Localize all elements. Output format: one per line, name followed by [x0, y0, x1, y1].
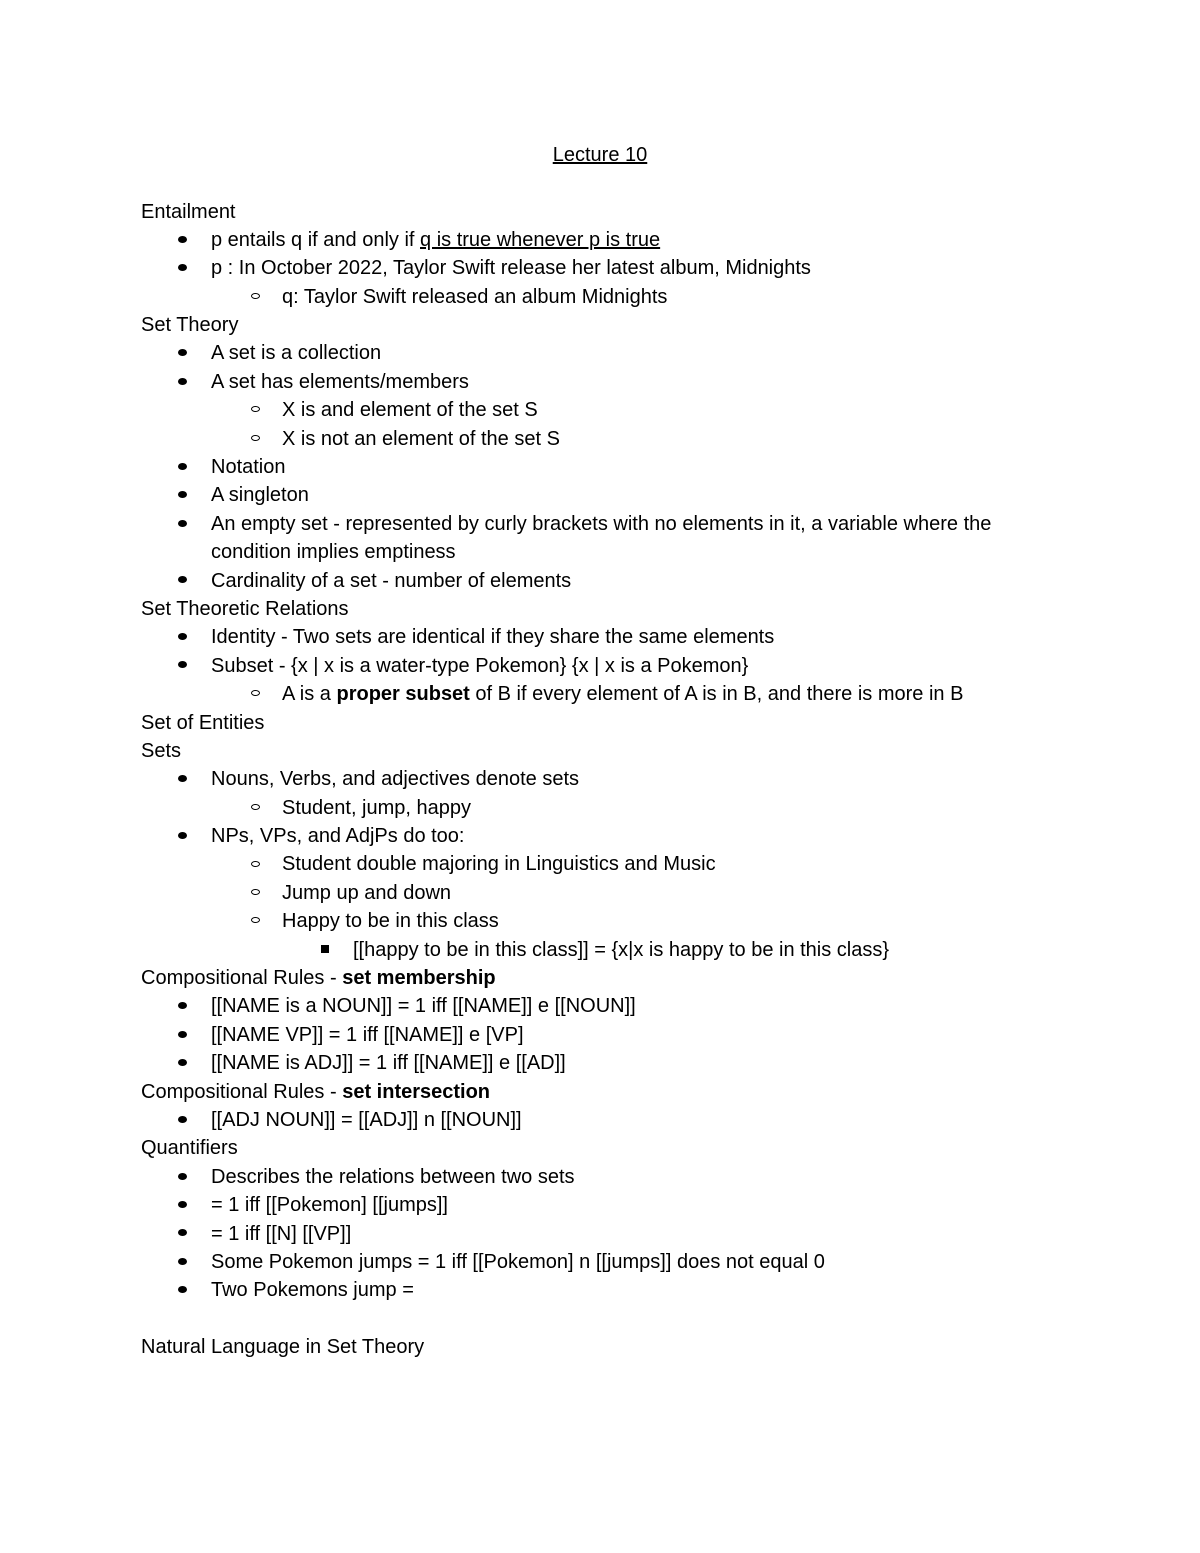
list-item: Happy to be in this class [141, 907, 1101, 935]
list-item: Student, jump, happy [141, 794, 1101, 822]
hollow-bullet-icon [248, 283, 262, 311]
bullet-icon [175, 1021, 189, 1049]
hollow-bullet-icon [248, 879, 262, 907]
bullet-icon [175, 765, 189, 793]
bullet-icon [175, 339, 189, 367]
list-item: Identity - Two sets are identical if they share the same elements [141, 623, 1101, 651]
hollow-bullet-icon [248, 425, 262, 453]
section-heading-natural-language: Natural Language in Set Theory [141, 1336, 425, 1359]
bullet-icon [175, 1220, 189, 1248]
bullet-icon [175, 992, 189, 1020]
section-heading-set-intersection: Compositional Rules - set intersection [141, 1080, 491, 1103]
list-item-continuation: condition implies emptiness [211, 541, 456, 564]
hollow-bullet-icon [248, 794, 262, 822]
hollow-bullet-icon [248, 680, 262, 708]
section-heading-sets: Sets [141, 739, 182, 762]
list-item: [[NAME is ADJ]] = 1 iff [[NAME]] e [[AD]] [141, 1049, 1101, 1077]
section-heading-relations: Set Theoretic Relations [141, 597, 349, 620]
list-item: = 1 iff [[N] [[VP]] [141, 1220, 1101, 1248]
list-item: q: Taylor Swift released an album Midnights [141, 283, 1101, 311]
hollow-bullet-icon [248, 396, 262, 424]
bullet-icon [175, 226, 189, 254]
bullet-icon [175, 1106, 189, 1134]
list-item: [[NAME VP]] = 1 iff [[NAME]] e [VP] [141, 1021, 1101, 1049]
bullet-icon [175, 1163, 189, 1191]
list-item: Two Pokemons jump = [141, 1276, 1101, 1304]
section-heading-set-theory: Set Theory [141, 314, 239, 337]
hollow-bullet-icon [248, 850, 262, 878]
list-item: Subset - {x | x is a water-type Pokemon} {x | x is a Pokemon} [141, 652, 1101, 680]
list-item: p : In October 2022, Taylor Swift release her latest album, Midnights [141, 254, 1101, 282]
page-title: Lecture 10 [552, 144, 648, 166]
hollow-bullet-icon [248, 907, 262, 935]
list-item: Some Pokemon jumps = 1 iff [[Pokemon] n [[jumps]] does not equal 0 [141, 1248, 1101, 1276]
bullet-icon [175, 623, 189, 651]
list-item: A is a proper subset of B if every element of A is in B, and there is more in B [141, 680, 1101, 708]
list-item: A singleton [141, 481, 1101, 509]
list-item: A set is a collection [141, 339, 1101, 367]
bullet-icon [175, 1248, 189, 1276]
square-bullet-icon [318, 936, 332, 964]
list-item: X is and element of the set S [141, 396, 1101, 424]
list-item: Student double majoring in Linguistics and Music [141, 850, 1101, 878]
list-item: [[happy to be in this class]] = {x|x is happy to be in this class} [141, 936, 1101, 964]
bullet-icon [175, 1276, 189, 1304]
bullet-icon [175, 254, 189, 282]
bullet-icon [175, 1191, 189, 1219]
section-heading-entities: Set of Entities [141, 711, 265, 734]
list-item: Describes the relations between two sets [141, 1163, 1101, 1191]
bullet-icon [175, 368, 189, 396]
list-item: [[ADJ NOUN]] = [[ADJ]] n [[NOUN]] [141, 1106, 1101, 1134]
list-item: X is not an element of the set S [141, 425, 1101, 453]
document-body [141, 198, 1101, 1362]
list-item: Jump up and down [141, 879, 1101, 907]
list-item: Cardinality of a set - number of elements [141, 567, 1101, 595]
list-item: p entails q if and only if q is true whenever p is true [141, 226, 1101, 254]
bullet-icon [175, 510, 189, 538]
list-item: A set has elements/members [141, 368, 1101, 396]
list-item: Notation [141, 453, 1101, 481]
list-item: [[NAME is a NOUN]] = 1 iff [[NAME]] e [[NOUN]] [141, 992, 1101, 1020]
list-item: Nouns, Verbs, and adjectives denote sets [141, 765, 1101, 793]
section-heading-set-membership: Compositional Rules - set membership [141, 967, 496, 990]
list-item: NPs, VPs, and AdjPs do too: [141, 822, 1101, 850]
section-heading-entailment: Entailment [141, 200, 236, 223]
bullet-icon [175, 652, 189, 680]
blank-line [141, 1305, 1101, 1333]
bullet-icon [175, 822, 189, 850]
list-item: An empty set - represented by curly brackets with no elements in it, a variable where the [141, 510, 1101, 538]
list-item: = 1 iff [[Pokemon] [[jumps]] [141, 1191, 1101, 1219]
section-heading-quantifiers: Quantifiers [141, 1137, 238, 1160]
bullet-icon [175, 481, 189, 509]
bullet-icon [175, 453, 189, 481]
bullet-icon [175, 1049, 189, 1077]
bullet-icon [175, 567, 189, 595]
